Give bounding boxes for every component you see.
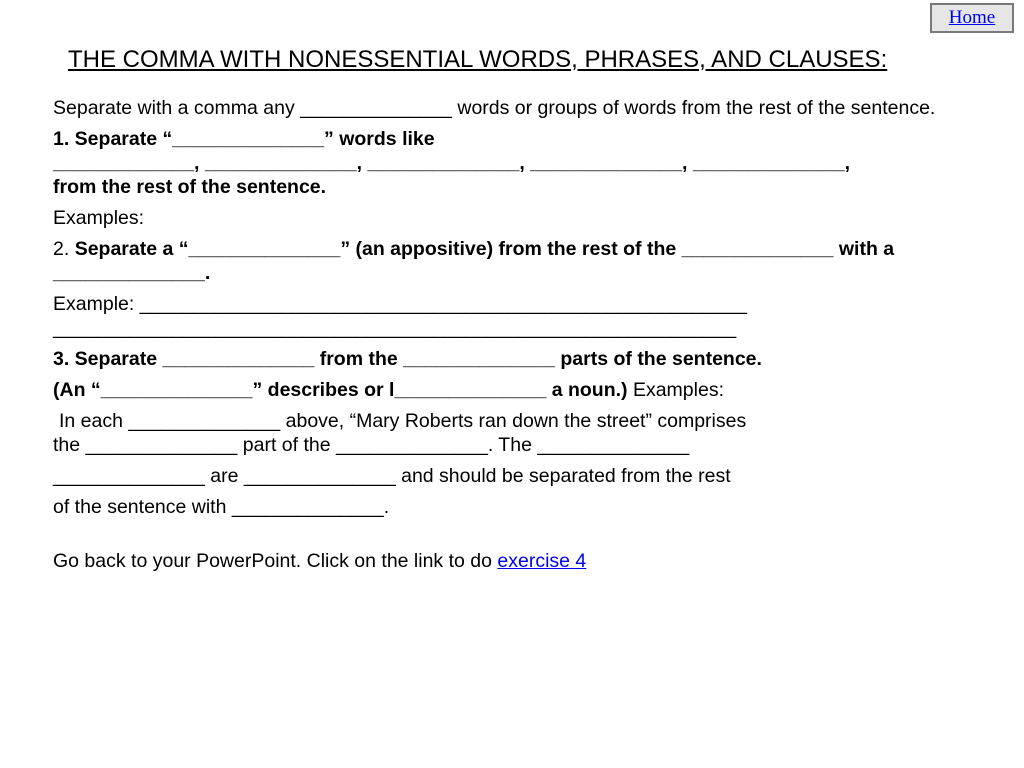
rule-3-note xyxy=(53,378,993,402)
summary-line-2: the ______________ part of the ______________. The ______________ xyxy=(53,434,690,456)
go-back-line xyxy=(53,549,993,573)
worksheet-body xyxy=(53,96,993,580)
home-button[interactable] xyxy=(930,3,1014,33)
go-back-text: Go back to your PowerPoint. Click on the link to do xyxy=(53,550,498,572)
rule-3: 3. Separate ______________ from the ______________ parts of the sentence. xyxy=(53,348,762,370)
summary-line-1 xyxy=(53,409,993,433)
rule-1-line-a: 1. Separate “______________” words like xyxy=(53,128,435,150)
rule-2-number: 2. xyxy=(53,238,70,260)
example-2-line xyxy=(53,292,993,316)
exercise-4-link[interactable]: exercise 4 xyxy=(497,550,587,572)
example-2-blank-line: _______________________________________________________________ xyxy=(53,317,737,339)
example-2-label: Example: xyxy=(53,293,140,315)
page-title: THE COMMA WITH NONESSENTIAL WORDS, PHRASES, AND CLAUSES: xyxy=(68,46,888,73)
rule-3-note-text: (An “______________” describes or l______________ a noun.) xyxy=(53,379,628,401)
summary-line-1-text: In each ______________ above, “Mary Roberts ran down the street” comprises xyxy=(59,410,747,432)
rule-3-examples-label: Examples: xyxy=(627,379,724,401)
summary-line-4: of the sentence with ______________. xyxy=(53,496,390,518)
rule-2-text: Separate a “______________” (an appositive) from the rest of the ______________ with a ______________. xyxy=(53,238,895,284)
summary-line-3: ______________ are ______________ and should be separated from the rest xyxy=(53,465,731,487)
examples-label: Examples: xyxy=(53,207,145,229)
intro-text: Separate with a comma any ______________ words or groups of words from the rest of the sentence. xyxy=(53,97,936,119)
rule-1-line-b: _____________, ______________, ______________, ______________, ______________, xyxy=(53,152,851,174)
rule-1-line-c: from the rest of the sentence. xyxy=(53,176,327,198)
example-2-blank: ________________________________________________________ xyxy=(139,293,748,315)
rule-2 xyxy=(53,237,993,285)
home-link[interactable]: Home xyxy=(948,7,996,28)
